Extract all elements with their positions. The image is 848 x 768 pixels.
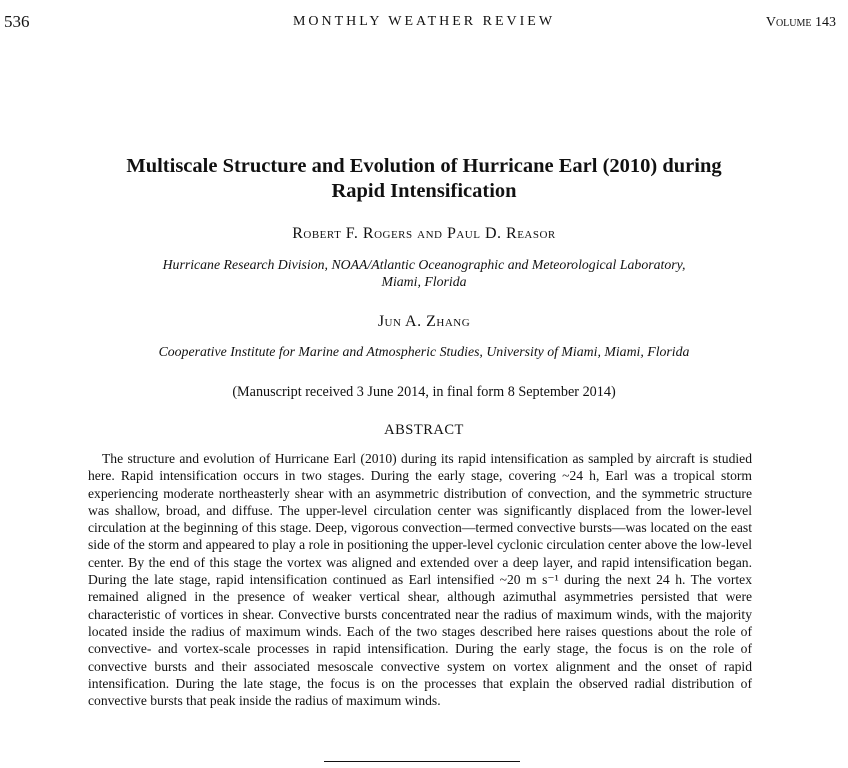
authors-group-1: Robert F. Rogers and Paul D. Reasor bbox=[292, 225, 556, 242]
article-title bbox=[0, 154, 848, 204]
abstract-heading: ABSTRACT bbox=[384, 422, 464, 438]
title-line-1: Multiscale Structure and Evolution of Hurricane Earl (2010) during bbox=[126, 155, 722, 177]
title-line-2: Rapid Intensification bbox=[331, 180, 517, 202]
journal-name: MONTHLY WEATHER REVIEW bbox=[292, 14, 556, 29]
footnote-rule bbox=[324, 761, 520, 762]
volume-label: Volume 143 bbox=[765, 15, 836, 30]
affiliation-2: Cooperative Institute for Marine and Atmospheric Studies, University of Miami, Miami, Florida bbox=[158, 344, 690, 359]
page-number: 536 bbox=[4, 12, 30, 31]
affiliation-1: Hurricane Research Division, NOAA/Atlantic Oceanographic and Meteorological Laboratory, Miami, Florida bbox=[162, 257, 686, 289]
authors-group-2: Jun A. Zhang bbox=[377, 313, 471, 330]
abstract-body: The structure and evolution of Hurricane Earl (2010) during its rapid intensification as sampled by aircraft is studied here. Rapid intensification occurs in two stages. During the early stage, covering ~24 h, Earl was a tropical storm experiencing moderate northeasterly shear with an asymmetric distribution of convection, and the symmetric structure was shallow, broad, and diffuse. The upper-level circulation center was significantly displaced from the lower-level circulation at the beginning of this stage. Deep, vigorous convection—termed convective bursts—was located on the east side of the storm and appeared to play a role in positioning the upper-level cyclonic circulation center above the low-level center. By the end of this stage the vortex was aligned and extended over a deep layer, and rapid intensification began. During the late stage, rapid intensification continued as Earl intensified ~20 m s⁻¹ during the next 24 h. The vortex remained aligned in the presence of weaker vertical shear, although azimuthal asymmetries persisted that were characteristic of vortices in shear. Convective bursts concentrated near the radius of maximum winds, with the majority located inside the radius of maximum winds. Each of the two stages described here raises questions about the role of convective- and vortex-scale processes in rapid intensification. During the early stage, the focus is on the role of convective bursts and their associated mesoscale convective system on vortex alignment and the onset of rapid intensification. During the late stage, the focus is on the processes that explain the observed radial distribution of convective bursts that peak inside the radius of maximum winds. bbox=[88, 451, 752, 709]
running-header bbox=[0, 12, 848, 36]
manuscript-dates: (Manuscript received 3 June 2014, in final form 8 September 2014) bbox=[232, 384, 616, 400]
